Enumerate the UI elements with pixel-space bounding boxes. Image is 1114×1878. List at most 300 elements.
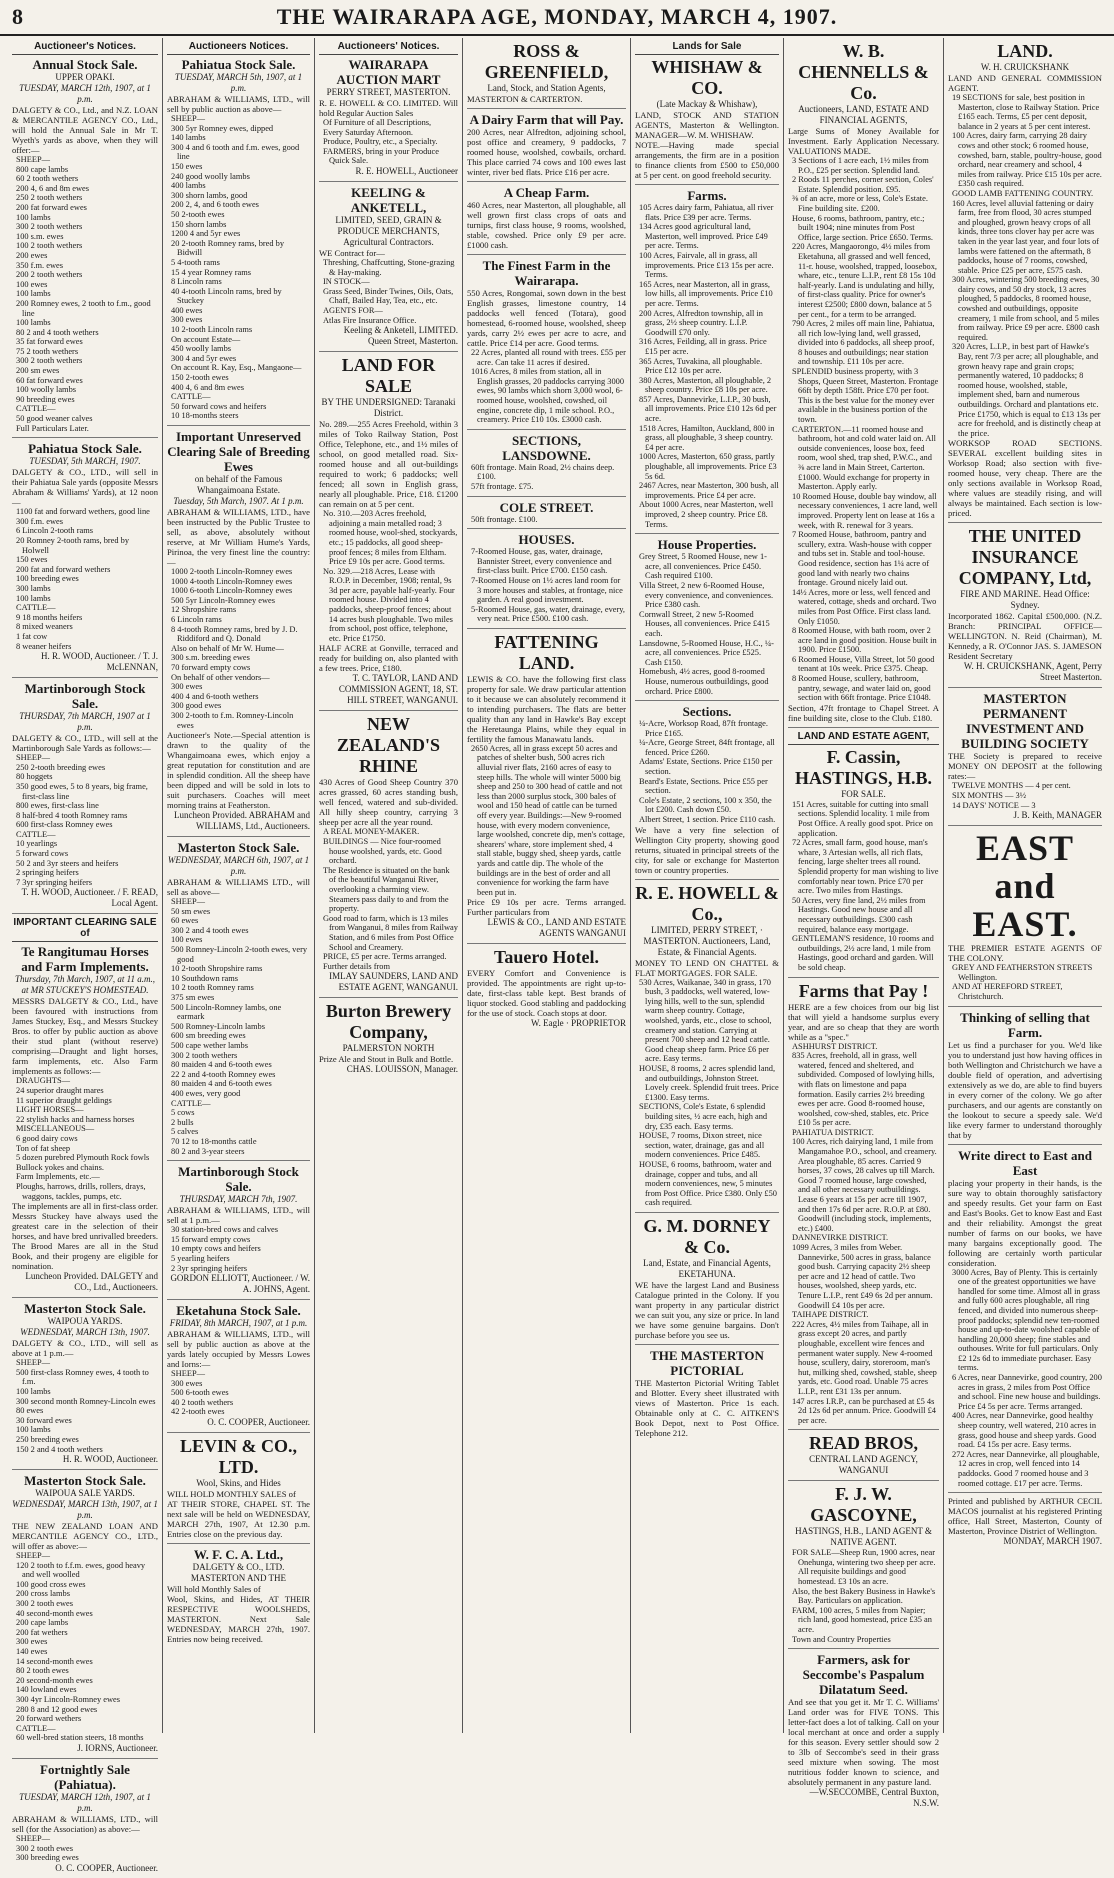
signature: GORDON ELLIOTT, Auctioneer. / W. A. JOHNS, Agent.	[170, 1273, 310, 1295]
list-item: 8 Roomed House, with bath room, over 2 acre land in good position. House built in 1900. Price £1500.	[792, 626, 937, 655]
list-item: 10 Roomed House, double bay window, all necessary conveniences, 1 acre land, well improved. Property lent on lease at 16s a week, with R. renewal for 3 years.	[792, 491, 938, 530]
advertisement	[948, 523, 1102, 688]
list-item: 1099 Acres, 3 miles from Weber. Dannevirke, 500 acres in grass, balance good bush. Carrying capacity 2½ sheep per acre and 12 head of cattle. Two houses, woolshed, sheep yards, etc. Tenure L.I.P., rent £49 6s 2d per annum. Goodwill £4 10s per acre.	[792, 1243, 933, 1310]
advertisement	[788, 978, 939, 1431]
list-item: 5-Roomed House, gas, water, drainage, every, very neat. Price £500. £100 cash.	[471, 604, 626, 624]
list-item: 200 2, 4, and 6 tooth ewes	[171, 200, 259, 210]
ad-heading: R. E. HOWELL & Co.,	[635, 882, 779, 924]
ad-heading: W. B. CHENNELLS & Co.	[798, 41, 929, 103]
list-item: 6 Roomed House, Villa Street, lot 50 good tenant at 10s week. Price £375. Cheap.	[792, 654, 935, 674]
list-item: 1000 6-tooth Lincoln-Romney ewes	[171, 586, 293, 596]
list-item: 800 cape lambs	[16, 164, 69, 174]
list-item: 80 ewes	[16, 1406, 44, 1416]
ad-heading: Farmers, ask for Seccombe's Paspalum Dilatatum Seed.	[802, 1652, 925, 1698]
ad-heading: Farms that Pay !	[798, 980, 929, 1001]
ad-heading: The Finest Farm in the Wairarapa.	[482, 258, 611, 288]
list-item: CATTLE—	[16, 1723, 56, 1733]
list-item: ASHHURST DISTRICT.	[792, 1041, 878, 1051]
list-item: 400 ewes, very good	[171, 1088, 241, 1098]
list-item: SHEEP—	[16, 1551, 50, 1561]
list-item: 10 empty cows and heifers	[171, 1244, 261, 1254]
list-item: 400 ewes	[171, 305, 203, 315]
list-item: Beard's Estate, Sections. Price £55 per section.	[639, 776, 768, 796]
list-item: ⅜ of an acre, more or less, Cole's Estate. Fine building site. £200.	[792, 194, 928, 213]
list-item: 80 maiden 4 and 6-tooth ewes	[171, 1079, 272, 1089]
list-item: 400 Acres, near Dannevirke, good healthy sheep country, well watered, 210 acres in grass, good house and sheep yards. Good road. £4 15s per acre. Easy terms.	[952, 1411, 1097, 1450]
list-item: 3 Sections of 1 acre each, 1½ miles from P.O., £25 per section. Splendid land.	[792, 156, 929, 175]
section-heading: Auctioneers' Notices.	[319, 41, 458, 55]
list-item: CATTLE—	[16, 404, 56, 414]
ad-body: THE NEW ZEALAND LOAN AND MERCANTILE AGENCY CO., LTD., will offer as above:—	[12, 1521, 158, 1552]
advertisement	[467, 629, 626, 945]
ad-body: MESSRS DALGETY & CO., Ltd., have been favoured with instructions from James Stuckey, Esq., and Messrs Stuckey Bros. to offer by public auction as above their stud plant (without reserve) comprising—Draught and light horses, farm implements, etc. Also Farm implements as follows:—	[12, 996, 158, 1077]
ad-heading: HOUSES.	[518, 532, 575, 548]
ad-body: Let us find a purchaser for you. We'd like you to understand just how having offices in both Wellington and Christchurch we have a double field of operation, and advertising extensively as we do, are able to find buyers in every corner of the colony. We go after purchasers, and our agents are constantly on the lookout to secure a speedy sale. We'd like every farmer to understand thoroughly that by	[948, 1039, 1102, 1140]
list-item: 80 hoggets	[16, 772, 53, 782]
list-item: CATTLE—	[171, 392, 211, 402]
signature: LEWIS & CO., LAND AND ESTATE AGENTS WANGANUI	[487, 917, 626, 939]
list-item: Produce, Poultry, etc., a Specialty.	[323, 137, 438, 147]
ad-body: Prize Ale and Stout in Bulk and Bottle.	[319, 1054, 454, 1065]
list-item: 450 woolly lambs	[171, 344, 232, 354]
list-item: LIGHT HORSES—	[16, 1105, 84, 1115]
list-item: 200 cross lambs	[16, 1589, 70, 1599]
advertisement	[467, 529, 626, 629]
ad-heading: Tauero Hotel.	[493, 947, 599, 968]
section-heading: LAND AND ESTATE AGENT,	[788, 731, 939, 745]
ad-heading: COLE STREET.	[499, 499, 594, 515]
list-item: 8 weaner heifers	[16, 641, 72, 651]
ad-heading: MASTERTON PERMANENT INVESTMENT AND BUILDING SOCIETY	[961, 691, 1089, 752]
page-number: 8	[12, 4, 23, 29]
ad-note: AT THEIR STORE, CHAPEL ST. The next sale will be held on WEDNESDAY, MARCH 27th, 1907, At 12.30 p.m. Entries close on the previous day.	[167, 1499, 310, 1540]
sale-date: THURSDAY, 7th MARCH, 1907 at 1 p.m.	[19, 711, 151, 733]
advertisement	[167, 1544, 310, 1648]
list-item: 8 mixed weaners	[16, 622, 73, 632]
list-item: 790 Acres, 2 miles off main line, Pahiatua, all rich low-lying land, well grassed, divided into 6 paddocks, all sheep proof, 8 houses and outbuildings; near station and township. £11 10s per acre.	[792, 319, 935, 367]
list-item: SHEEP—	[16, 1358, 50, 1368]
advertisement	[167, 1300, 310, 1433]
list-item: Farm Implements, etc.—	[16, 1172, 100, 1182]
list-item: 300 s.m. breeding ewes	[171, 653, 250, 663]
list-item: 22 stylish hacks and harness horses	[16, 1114, 135, 1124]
list-item: 500 Romney-Lincoln 2-tooth ewes, very good	[171, 945, 308, 964]
list-item: 835 Acres, freehold, all in grass, well watered, fenced and sheltered, and subdivided. Composed of lowlying hills, with flats on limestone and papa formation. Easily carries 2½ breeding ewes per acre. Good 8-roomed house, woolshed, cow-shed, stables, etc. Price £10 5s per acre.	[792, 1051, 935, 1128]
list-item: 70 forward empty cows	[171, 662, 251, 672]
ad-subheading: Land, Estate, and Financial Agents, EKETAHUNA.	[643, 1257, 771, 1279]
ad-body: Incorporated 1862. Capital £500,000. (N.Z. Branch: PRINCIPAL OFFICE—WELLINGTON. N. Reid (Chairman), M. Kennedy, a R. O'Connor JAS. S. JAMESON Resident Secretary	[948, 611, 1102, 662]
list-item: 1000 Acres, Masterton, 650 grass, partly ploughable, all improvements. Price £3 5s 6d.	[639, 452, 777, 481]
list-item: PRICE, £5 per acre. Terms arranged.	[323, 952, 447, 962]
list-item: 50 2 and 3yr steers and heifers	[16, 858, 119, 868]
ad-body: DALGETY & CO., LTD., will sell in their Pahiatua Sale yards (opposite Messrs Abraham & Williams' Yards), at 12 noon—	[12, 467, 158, 508]
ad-heading: Masterton Stock Sale.	[24, 1301, 146, 1317]
ad-heading: LAND FOR SALE	[341, 355, 436, 397]
list-item: 22 Acres, planted all round with trees. £55 per acre. Can take 11 acres if desired.	[471, 348, 626, 367]
list-item: 200 4, 6 and 8m ewes	[16, 183, 90, 193]
advertisement	[635, 185, 779, 534]
list-item: 1000 2-tooth Lincoln-Romney ewes	[171, 567, 293, 576]
signature: J. B. Keith, MANAGER	[1013, 810, 1102, 821]
list-item: 300 4yr Lincoln-Romney ewes	[16, 1695, 120, 1704]
list-item: 500 Romney-Lincoln lambs	[171, 1021, 265, 1031]
list-item: 300 2-tooth to f.m. Romney-Lincoln ewes	[171, 710, 294, 730]
ad-subheading: WAIPOUA SALE YARDS.	[35, 1488, 135, 1499]
list-item: 8 half-bred 4 tooth Romney rams	[16, 810, 128, 820]
ad-note: HALF ACRE at Gonville, terraced and ready for building on, also planted with a few trees. Price, £180.	[319, 643, 458, 674]
ad-heading: Masterton Stock Sale.	[24, 1473, 146, 1489]
list-item: 10 2-tooth Shropshire rams	[171, 964, 263, 974]
ad-heading: F. J. W. GASCOYNE,	[810, 1484, 917, 1526]
list-item: 200 Romney ewes, 2 tooth to f.m., good line	[16, 298, 151, 318]
ad-note: Auctioneer's Note.—Special attention is drawn to the quality of the Whangaimoana ewes, which enjoy a great reputation for constitution and are in splendid condition. All the sheep have been dipped and will be sold in lots to suit purchasers. Coaches will meet morning trains at Featherston.	[167, 730, 310, 811]
ad-body: ABRAHAM & WILLIAMS LTD., will sell as above—	[167, 877, 310, 898]
ad-heading: Pahiatua Stock Sale.	[181, 57, 296, 72]
list-item: 22 2 and 4-tooth Romney ewes	[171, 1069, 276, 1079]
list-item: 300 2 tooth wethers	[16, 222, 83, 232]
list-item: BUILDINGS — Nice four-roomed house woolshed, yards, etc. Good orchard.	[323, 837, 442, 866]
advertisement	[167, 426, 310, 837]
list-item: 70 12 to 18-months cattle	[171, 1136, 257, 1146]
ad-heading: LAND.	[997, 41, 1053, 61]
list-item: IN STOCK—	[323, 277, 370, 287]
list-item: 100 lambs	[16, 212, 51, 222]
ad-heading: Sections.	[682, 704, 732, 720]
ad-body: ABRAHAM & WILLIAMS, LTD., will sell (for the Association) as above:—	[12, 1813, 158, 1834]
advertisement	[319, 182, 458, 352]
ad-body: 430 Acres of Good Sheep Country 370 acres grassed, 60 acres standing bush, well fenced, watered and sub-divided. All hilly sheep country, carrying 3 sheep per acre all the year round.	[319, 777, 458, 828]
ad-heading: SECTIONS, LANSDOWNE.	[502, 432, 591, 463]
ad-body: THE Society is prepared to receive MONEY ON DEPOSIT at the following rates:—	[948, 751, 1102, 782]
signature: CHAS. LOUISSON, Manager.	[346, 1064, 458, 1075]
list-item: Threshing, Chaffcutting, Stone-grazing & Hay-making.	[323, 257, 455, 277]
list-item: 240 good woolly lambs	[171, 171, 250, 181]
list-item: 365 Acres, Tuvakina, all ploughable. Price £12 10s per acre.	[639, 356, 763, 376]
list-item: CATTLE—	[16, 829, 56, 839]
list-item: Bullock yokes and chains.	[16, 1162, 104, 1172]
signature: —W.SECCOMBE, Central Buxton, N.S.W.	[809, 1787, 939, 1809]
ad-body: LEWIS & CO. have the following first class property for sale. We draw particular attention to it because we can absolutely recommend it to intending purchasers. The flats are better quality than any land in Hawke's Bay except the Heretaunga Plains, while they equal in fertility the famous Manawatu lands.	[467, 673, 626, 744]
list-item: 6 Acres, near Dannevirke, good country, 200 acres in grass, 2 miles from Post Office and school. Fine new house and buildings. Price £4 5s per acre. Terms arranged.	[952, 1373, 1102, 1411]
list-item: 100 lambs	[16, 1386, 51, 1396]
list-item: 220 Acres, Mangaorongo, 4½ miles from Eketahuna, all grassed and well fenced, 11-r. house, woolshed, trapped, loosebox, whare, etc., tenure L.I.P., rent £8 15s 10d half-yearly. Land is undulating and hilly, of first-class quality. Price for owner's interest £2500; £800 down, balance at 5 per cent., for a term to be arranged.	[792, 242, 938, 319]
ad-body: WE Contract for—	[319, 247, 385, 258]
ad-body: THE PREMIER ESTATE AGENTS OF THE COLONY.	[948, 943, 1102, 964]
list-item: 300 f.m. ewes	[16, 516, 63, 526]
list-item: Albert Street, 1 section. Price £110 cash.	[639, 815, 776, 825]
advertisement	[635, 534, 779, 701]
list-item: SHEEP—	[171, 114, 205, 123]
list-item: The Residence is situated on the bank of the beautiful Wanganui River, overlooking a charming view. Steamers pass daily to and from the property.	[323, 865, 450, 914]
list-item: 1 fat cow	[16, 631, 48, 641]
ad-heading: LEVIN & CO., LTD.	[179, 1436, 297, 1478]
ad-note: The implements are all in first-class order. Messrs Stuckey have always used the greatest care in the selection of their horses, and have bred unrivalled breeders. The Brood Mares are all in the Stud Book, and their progeny are eligible for nomination.	[12, 1201, 158, 1272]
signature: W. Eagle · PROPRIETOR	[530, 1018, 626, 1029]
ad-subheading: Land, Stock, and Station Agents,	[487, 83, 606, 93]
column-2	[163, 38, 315, 1733]
signature: MONDAY, MARCH 1907.	[1003, 1536, 1102, 1547]
ad-body: And see that you get it. Mr T. C. Williams' Land order was for FIVE TONS. This letter-fact does a lot of talking. Call on your local merchant at once and order a supply for this season. Every settler should sow 2 to 3lb of Seccombe's seed in their grass seed mixture when sowing. The most nutritious fodder known to science, and absolutely permanent in any pasture land.	[788, 1697, 939, 1788]
list-item: 1000 4-tooth Lincoln-Romney ewes	[171, 576, 293, 586]
sale-date: TUESDAY, MARCH 12th, 1907, at 1 p.m.	[19, 1791, 151, 1813]
ad-heading: Write direct to East and East	[958, 1147, 1092, 1178]
list-item: AND AT HEREFORD STREET, Christchurch.	[952, 982, 1063, 1001]
list-item: 5 dozen purebred Plymouth Rock fowls	[16, 1153, 150, 1163]
list-item: CARTERTON.—11 roomed house and bathroom, hot and cold water laid on. All outside conveniences, loose box, feed room, wool shed, trap shed, P.W.C., and ⅜ acre land in Main Street, Carterton. £1000. Would exchange for property in Masterton. Apply early.	[792, 424, 936, 492]
list-item: FOR SALE—Sheep Run, 1900 acres, near Onehunga, wintering two sheep per acre. All requisite buildings and good homestead. £3 10s an acre.	[792, 1548, 936, 1587]
list-item: 35 fat forward ewes	[16, 337, 83, 347]
section-heading: IMPORTANT CLEARING SALE of	[12, 917, 158, 942]
ad-heading: Burton Brewery Company,	[325, 1001, 452, 1043]
advertisement	[12, 438, 158, 678]
list-item: 165 Acres, near Masterton, all in grass, low hills, all improvements. Price £10 per acre. Terms.	[639, 279, 773, 308]
list-item: 10 18-months steers	[171, 411, 239, 421]
list-item: 400 lambs	[171, 181, 206, 191]
ad-body: 200 Acres, near Alfredton, adjoining school, post office and creamery, 9 paddocks, 7 roomed house, woolshed, cowbails, orchard. This place carried 74 cows and 100 ewes last winter, river bed flats. Price £16 per acre.	[467, 127, 626, 177]
list-item: 250 breeding ewes	[16, 1434, 79, 1444]
list-item: 5 forward cows	[16, 849, 69, 859]
list-item: 20 Romney 2-tooth rams, bred by Holwell	[16, 536, 130, 555]
list-item: 100 Acres, dairy farm, carrying 28 dairy cows and other stock; 6 roomed house, cowshed, barn, stable, poultry-house, good orchard, near creamery and school, 4 miles from railway. Price £15 10s per acre. £350 cash required.	[952, 131, 1102, 189]
advertisement	[635, 1213, 779, 1345]
ad-heading: KEELING & ANKETELL,	[350, 184, 427, 215]
list-item: 100 lambs	[16, 318, 51, 328]
ad-body: MONEY TO LEND ON CHATTEL & FLAT MORTGAGES. FOR SALE.	[635, 957, 779, 978]
ad-heading: F. Cassin, HASTINGS, H.B.	[794, 746, 933, 788]
ad-body: DALGETY & CO., LTD., will sell at the Martinborough Sale Yards as follows:—	[12, 733, 158, 754]
ad-subheading: WAIPOUA YARDS.	[47, 1316, 123, 1327]
list-item: 7 Roomed House, bathroom, pantry and scullery, extra. Wash-house with copper and tubs set in. Stable and tool-house. Good residence, section has 1¼ acre of good land with nearly two chains frontage. Ground nicely laid out.	[792, 530, 932, 588]
signature: T. H. WOOD, Auctioneer. / F. READ, Local Agent.	[21, 887, 158, 909]
list-item: SHEEP—	[16, 753, 50, 763]
list-item: GENTLEMAN'S residence, 10 rooms and outbuildings, 2½ acre land, 1 mile from Hastings, good orchard and garden. Will be sold cheap.	[792, 934, 934, 972]
list-item: SPLENDID business property, with 3 Shops, Queen Street, Masterton. Frontage 66ft by depth 158ft. Price £70 per foot. This is the best value for the money ever available in the business portion of the town.	[792, 367, 939, 425]
list-item: 80 2 tooth ewes	[16, 1666, 69, 1676]
advertisement	[948, 1493, 1102, 1551]
list-item: 9 18 months heifers	[16, 612, 83, 622]
advertisement	[948, 1145, 1102, 1494]
list-item: 100 good cross ewes	[16, 1579, 86, 1589]
list-item: 20 second-month ewes	[16, 1675, 93, 1685]
list-item: 316 Acres, Feilding, all in grass. Price £15 per acre.	[639, 337, 767, 356]
list-item: 20 2-tooth Romney rams, bred by Bidwill	[171, 238, 285, 258]
list-item: PAHIATUA DISTRICT.	[792, 1127, 874, 1137]
sale-date: TUESDAY, MARCH 5th, 1907, at 1 p.m.	[174, 72, 303, 93]
ad-heading: A Cheap Farm.	[503, 185, 590, 200]
ad-heading: ROSS & GREENFIELD,	[484, 41, 609, 82]
ad-heading: EAST and EAST.	[972, 828, 1078, 945]
sale-date: WEDNESDAY, MARCH 13th, 1907.	[20, 1327, 150, 1338]
advertisement	[635, 1345, 779, 1442]
list-item: 300 2 tooth wethers	[171, 1050, 238, 1060]
ad-heading: Fortnightly Sale (Pahiatua).	[40, 1761, 130, 1792]
list-item: 14 DAYS' NOTICE — 3	[952, 800, 1036, 810]
list-item: 10 2 tooth Romney rams	[171, 983, 254, 993]
ad-body: DALGETY & CO., Ltd., and N.Z. LOAN & MERCANTILE AGENCY CO., Ltd., will hold the Annual Sale in Mr T. Wyeth's yards as above, when they will offer:—	[12, 105, 158, 155]
advertisement	[788, 1481, 939, 1649]
advertisement	[167, 1161, 310, 1300]
ad-body: THE Masterton Pictorial Writing Tablet and Blotter. Every sheet illustrated with views of Masterton. Price 1s each. Obtainable only at C. C. AITKEN'S Book Depot, next to Post Office. Telephone 212.	[635, 1377, 779, 1438]
list-item: 300 shorn lambs, good	[171, 190, 248, 200]
list-item: 14½ Acres, more or less, well fenced and watered, cottage, sheds and orchard. Two miles from Post Office. First class land. Only £1050.	[792, 587, 937, 626]
signature: R. E. HOWELL, Auctioneer	[355, 165, 458, 176]
ad-subheading: HASTINGS, H.B., LAND AGENT & NATIVE AGENT.	[795, 1526, 932, 1548]
list-item: 24 superior draught mares	[16, 1086, 104, 1096]
ad-heading: THE MASTERTON PICTORIAL	[650, 1347, 764, 1378]
ad-heading: Eketahuna Stock Sale.	[176, 1303, 301, 1319]
ad-body: Printed and published by ARTHUR CECIL MACOS journalist at his registered Printing office, Hall Street, Masterton, County of Masterton, Province District of Wellington.	[948, 1496, 1102, 1537]
list-item: Lansdowne, 5-Roomed House, H.C., ¼-acre, all conveniences. Price £525. Cash £150.	[639, 638, 774, 667]
list-item: 1518 Acres, Hamilton, Auckland, 800 in grass, all ploughable, 3 sheep country. £4 per acre.	[639, 423, 775, 452]
list-item: 350 f.m. ewes	[16, 260, 63, 270]
ad-heading: WHISHAW & CO.	[651, 57, 763, 98]
list-item: 50 Acres, very fine land, 2½ miles from Hastings. Good new house and all necessary outbuildings. £300 cash required, balance easy mortgage.	[792, 895, 926, 934]
list-item: 75 2 tooth wethers	[16, 346, 79, 356]
list-item: 50 good weaner calves	[16, 414, 93, 424]
list-item: DRAUGHTS—	[16, 1076, 70, 1086]
ad-heading: Annual Stock Sale.	[32, 57, 138, 72]
advertisement	[948, 688, 1102, 826]
list-item: FARM, 100 acres, 5 miles from Napier; rich land, good homestead, price £35 an acre.	[792, 1605, 932, 1635]
list-item: On behalf of other vendors—	[171, 672, 270, 682]
list-item: 140 ewes	[16, 1647, 48, 1657]
advertisement	[12, 1759, 158, 1878]
ad-subheading: Wool, Skins, and Hides	[196, 1478, 281, 1489]
ad-body: ABRAHAM & WILLIAMS, LTD., will sell by public auction as above—	[167, 94, 310, 114]
advertisement	[12, 678, 158, 914]
list-item: HOUSE, 8 rooms, 2 acres splendid land, and outbuildings, Johnston Street. Lovely creek. Splendid fruit trees. Price £1300. Easy terms.	[639, 1063, 779, 1102]
list-item: 1016 Acres, 8 miles from station, all in English grasses, 20 paddocks carrying 3000 ewes, 90 lambs which shorn 3,000 wool, 6-roomed house, woolshed, cowshed, oil engine, concrete dip, 1 mile school. P.O., creamery. Price £10 10s. £3000 cash.	[471, 367, 625, 425]
ad-heading: A Dairy Farm that will Pay.	[469, 112, 624, 127]
list-item: SHEEP—	[16, 155, 50, 164]
list-item: 300 4 and 5yr ewes	[171, 353, 237, 363]
list-item: 380 Acres, Masterton, all ploughable, 2 sheep country. Price £8 10s per acre.	[639, 375, 772, 395]
ad-body: ABRAHAM & WILLIAMS, LTD., have been instructed by the Public Trustee to sell, as above, absolutely without reserve, at Mr William Hume's Yards, Pirinoa, the very finest line the country:—	[167, 507, 310, 567]
ad-body: EVERY Comfort and Convenience is provided. The appointments are right up-to-date, first-class table kept. Best brands of liquor stocked. Good stabling and paddocking for the use of stock. Coach stops at door.	[467, 968, 626, 1019]
list-item: 100 ewes	[16, 279, 48, 289]
list-item: 1200 4 and 5yr ewes	[171, 229, 241, 239]
list-item: 20 forward wethers	[16, 1714, 82, 1724]
list-item: SECTIONS, Cole's Estate, 6 splendid building sites, ½ acre each, high and dry, £35 each. Easy terms.	[639, 1102, 768, 1131]
masthead	[0, 0, 1114, 36]
list-item: 200 fat wethers	[16, 1627, 68, 1637]
list-item: 19 SECTIONS for sale, best position in Masterton, close to Railway Station. Price £165 each. Terms, £5 per cent deposit, balance in 2 years at 5 per cent interest.	[952, 93, 1100, 131]
list-item: 60 2 tooth wethers	[16, 174, 79, 184]
ad-subheading: LIMITED, SEED, GRAIN & PRODUCE MERCHANTS, Agricultural Contractors.	[335, 214, 442, 247]
list-item: 300 breeding ewes	[16, 1853, 79, 1863]
ad-subheading: PERRY STREET, MASTERTON.	[326, 87, 451, 97]
list-item: 200 cape lambs	[16, 1618, 69, 1628]
advertisement	[12, 914, 158, 1298]
list-item: HOUSE, 6 rooms, bathroom, water and drainage, copper and tubs, and all modern conveniences, new, 5 minutes from Post Office. Price £380. Only £50 cash required.	[639, 1159, 777, 1208]
list-item: TWELVE MONTHS — 4 per cent.	[952, 781, 1071, 791]
ad-body: WILL HOLD MONTHLY SALES of	[167, 1489, 296, 1500]
list-item: 72 Acres, small farm, good house, man's whare, 3 Artesian wells, all rich flats, fencing, large shelter trees all round. Splendid property for man wishing to live comfortably near town. Price £70 per acre. Two miles from Hastings.	[792, 838, 939, 896]
list-item: Cole's Estate, 2 sections, 100 x 350, the lot £200. Cash down £50.	[639, 795, 772, 815]
list-item: 60ft frontage. Main Road, 2½ chains deep. £100.	[471, 462, 615, 482]
list-item: 140 lambs	[171, 133, 206, 143]
list-item: Ploughs, harrows, drills, rollers, drays, waggons, tackles, pumps, etc.	[16, 1181, 146, 1201]
list-item: FARMERS, bring in your Produce Quick Sale.	[323, 146, 439, 166]
signature: H. R. WOOD, Auctioneer. / T. J. McLENNAN,	[41, 651, 158, 673]
list-item: 160 Acres, level alluvial fattening or dairy farm, free from flood, 30 acres stumped and ploughed, grown heavy crops of all kinds, three tons clover hay per acre was taken in the year last year, and four lots of lambs were fattened on the aftermath, 8 paddocks, house of 7 rooms, cowshed, stable. Price £25 per acre, £575 cash.	[952, 198, 1100, 275]
list-item: 300 ewes	[16, 1637, 48, 1647]
ad-heading: READ BROS,	[808, 1433, 919, 1454]
ad-subheading: LIMITED, PERRY STREET, · MASTERTON. Auctioneers, Land, Estate, & Financial Agents.	[643, 924, 771, 957]
section-heading: Auctioneers Notices.	[167, 41, 310, 55]
list-item: 3000 Acres, Bay of Plenty. This is certainly one of the greatest opportunities we have handled for some time. Almost all in grass and fully 600 acres ploughable, all ring fenced, and divided into numerous sheep-proof paddocks; splendid new ten-roomed house and up-to-date woolshed capable of handling 20,000 sheep; fine stables and outhouses. Write for full particulars. Only £2 12s 6d to immediate purchaser. Easy terms.	[952, 1267, 1100, 1373]
list-item: 200 fat forward ewes	[16, 202, 87, 212]
list-item: Also, the best Bakery Business in Hawke's Bay. Particulars on application.	[792, 1586, 936, 1606]
list-item: SHEEP—	[16, 1833, 50, 1843]
list-item: 500 cape wether lambs	[171, 1041, 248, 1050]
advertisement	[12, 38, 158, 438]
list-item: 147 acres I.R.P., can be purchased at £5 4s 2d 12s 6d per annum. Price. Goodwill £4 per acre.	[792, 1396, 936, 1425]
list-item: 400 4 and 6-tooth wethers	[171, 691, 259, 701]
list-item: 7 3yr springing heifers	[16, 877, 93, 887]
list-item: 2 Roods 11 perches, corner section, Coles' Estate. Splendid position. £95.	[792, 175, 934, 194]
signature: O. C. COOPER, Auctioneer.	[207, 1417, 310, 1428]
ad-body: Will hold Monthly Sales of	[167, 1584, 261, 1595]
list-item: About 1000 Acres, near Masterton, well improved, 2 sheep country. Price £8. Terms.	[639, 500, 774, 529]
list-item: 60 fat forward ewes	[16, 375, 83, 385]
list-item: HOUSE, 7 rooms, Dixon street, nice section, water, drainage, gas and all modern conveniences. Price £485.	[639, 1131, 765, 1160]
list-item: 500 first-class Romney ewes, 4 tooth to f.m.	[16, 1367, 149, 1387]
list-item: 5 cows	[171, 1108, 195, 1118]
list-item: TAIHAPE DISTRICT.	[792, 1310, 869, 1320]
list-item: 100 breeding ewes	[16, 574, 79, 584]
list-item: 2 3yr springing heifers	[171, 1263, 248, 1273]
advertisement	[467, 182, 626, 255]
advertisement	[948, 1007, 1102, 1145]
list-item: 80 maiden 4 and 6-tooth ewes	[171, 1060, 272, 1070]
list-item: 134 Acres good agricultural land, Masterton, well improved. Price £49 per acre. Terms.	[639, 222, 768, 251]
ad-heading: FATTENING LAND.	[494, 631, 599, 673]
ad-subheading: CENTRAL LAND AGENCY, WANGANUI	[809, 1454, 918, 1476]
advertisement	[319, 998, 458, 1079]
ad-body: 460 Acres, near Masterton, all ploughable, all well grown first class crops of oats and turnips, first class house, 9 rooms, woolshed, stable, cowshed. Price only £9 per acre. £1000 cash.	[467, 200, 626, 250]
list-item: 320 Acres, L.I.P., in best part of Hawke's Bay, rent 7/3 per acre; all ploughable, and grown heavy rape and grain crops; permanently watered, 10 paddocks; 8 roomed house, woolshed, stable, implement shed, barn and numerous outbuildings. Orchard and plantations etc. Price £1750, which is equal to £13 13s per acre for freehold, and is distinctly cheap at the price.	[952, 342, 1101, 438]
ad-heading: Farms.	[687, 188, 727, 203]
list-item: 100 Acres, Fairvale, all in grass, all improvements. Price £13 15s per acre. Terms.	[639, 250, 774, 280]
list-item: 300 2 tooth ewes	[16, 1843, 73, 1853]
advertisement	[12, 1298, 158, 1470]
list-item: 300 2 tooth ewes	[16, 1599, 73, 1609]
ad-body: HERE are a few choices from our big list that will yield a handsome surplus every year, and are so cheap that they are worth while as a "spec."	[788, 1001, 939, 1042]
list-item: 150 2 and 4 tooth wethers	[16, 1444, 103, 1454]
list-item: House, 6 rooms, bathroom, pantry, etc.; built 1904; nine minutes from Post Office, large section. Price £650. Terms.	[792, 213, 934, 242]
list-item: 300 5yr Romney ewes, dipped	[171, 123, 274, 133]
list-item: 150 shorn lambs	[171, 219, 227, 229]
ad-subheading: Auctioneers, LAND, ESTATE AND FINANCIAL AGENTS,	[798, 104, 929, 125]
list-item: 15 4 year Romney rams	[171, 267, 252, 277]
list-item: 300 2 tooth wethers	[16, 356, 83, 366]
ad-body: R. E. HOWELL & CO. LIMITED. Will hold Regular Auction Sales	[319, 98, 458, 118]
list-item: 150 ewes	[171, 161, 203, 171]
list-item: 5 calves	[171, 1127, 199, 1137]
list-item: 15 forward empty cows	[171, 1234, 251, 1244]
list-item: 40 second-month ewes	[16, 1608, 93, 1618]
list-item: Full Particulars Later.	[16, 423, 89, 433]
list-item: 100 woolly lambs	[16, 385, 77, 395]
ad-body: No. 289.—255 Acres Freehold, within 3 miles of Toko Railway Station, Post Office, Telephone, etc., and 1½ miles of school, on good metalled road. Six-roomed house and all out-buildings required to work; 6 paddocks; well fenced; all sown in English grass, nearly all ploughable. Price, £18. £1200 can remain on at 5 per cent.	[319, 419, 458, 510]
list-item: 200 Acres, Alfredton township, all in grass, 2½ sheep country. L.I.P. Goodwill £70 only.	[639, 308, 763, 337]
list-item: 600 sm breeding ewes	[171, 1031, 246, 1041]
list-item: 100 lambs	[16, 593, 51, 603]
ad-note: We have a very fine selection of Wellington City property, showing good returns, situated in principal streets of the city, for sale or exchange for Masterton town or country properties.	[635, 824, 779, 875]
ad-body: DALGETY & CO., LTD., will sell as above at 1 p.m.—	[12, 1338, 158, 1359]
column-1	[8, 38, 163, 1873]
